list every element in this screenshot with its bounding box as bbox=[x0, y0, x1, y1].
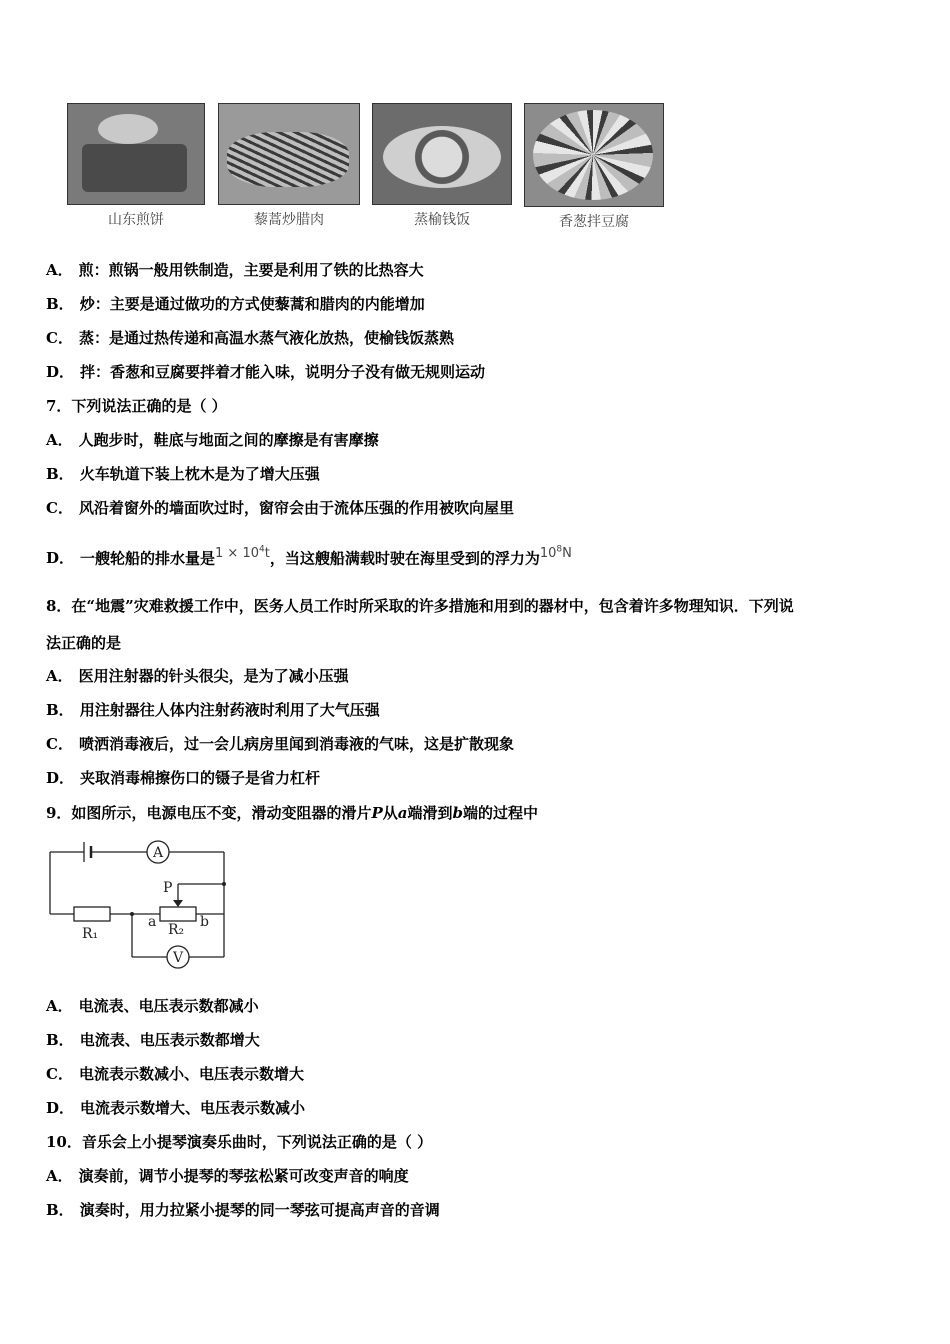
resistor-r2 bbox=[160, 907, 196, 921]
photo-jianbing bbox=[67, 103, 205, 229]
end-a-label: a bbox=[148, 914, 157, 930]
slider-label: P bbox=[163, 880, 173, 896]
q6-option-b: B． 炒：主要是通过做功的方式使藜蒿和腊肉的内能增加 bbox=[46, 295, 425, 313]
circuit-diagram bbox=[44, 840, 244, 975]
slider-arrow bbox=[173, 900, 183, 907]
q6-option-c: C． 蒸：是通过热传递和高温水蒸气液化放热，使榆钱饭蒸熟 bbox=[46, 329, 454, 347]
photo-caption: 香葱拌豆腐 bbox=[559, 214, 629, 230]
xiangcong-doufu-image bbox=[524, 103, 664, 207]
r1-label: R₁ bbox=[82, 926, 99, 942]
photo-caption: 山东煎饼 bbox=[108, 212, 164, 228]
q8-option-a: A． 医用注射器的针头很尖，是为了减小压强 bbox=[46, 667, 349, 685]
q7-stem: 7．下列说法正确的是（ ） bbox=[46, 397, 227, 415]
q10-stem: 10．音乐会上小提琴演奏乐曲时，下列说法正确的是（ ） bbox=[46, 1133, 433, 1151]
q6-option-a: A． 煎：煎锅一般用铁制造，主要是利用了铁的比热容大 bbox=[46, 261, 424, 279]
q8-option-b: B． 用注射器往人体内注射药液时利用了大气压强 bbox=[46, 701, 380, 719]
yuqian-fan-image bbox=[372, 103, 512, 205]
buoyancy-formula: $10^8N$ bbox=[539, 545, 572, 562]
photo-caption: 藜蒿炒腊肉 bbox=[254, 212, 324, 228]
q7-option-c: C． 风沿着窗外的墙面吹过时，窗帘会由于流体压强的作用被吹向屋里 bbox=[46, 499, 514, 517]
q9-option-c: C． 电流表示数减小、电压表示数增大 bbox=[46, 1065, 304, 1083]
q6-option-d: D． 拌：香葱和豆腐要拌着才能入味，说明分子没有做无规则运动 bbox=[46, 363, 486, 381]
displacement-formula: $1 \times 10^4t$ bbox=[215, 545, 270, 562]
lahao-larou-image bbox=[218, 103, 360, 205]
photo-lahao-larou bbox=[218, 103, 360, 229]
q10-option-a: A． 演奏前，调节小提琴的琴弦松紧可改变声音的响度 bbox=[46, 1167, 409, 1185]
q7-option-a: A． 人跑步时，鞋底与地面之间的摩擦是有害摩擦 bbox=[46, 431, 379, 449]
end-b-label: b bbox=[200, 914, 209, 930]
q9-option-b: B． 电流表、电压表示数都增大 bbox=[46, 1031, 260, 1049]
r2-label: R₂ bbox=[168, 922, 185, 938]
q9-option-d: D． 电流表示数增大、电压表示数减小 bbox=[46, 1099, 306, 1117]
q8-option-d: D． 夹取消毒棉擦伤口的镊子是省力杠杆 bbox=[46, 769, 321, 787]
jianbing-image bbox=[67, 103, 205, 205]
voltmeter-label: V bbox=[173, 950, 184, 966]
q8-option-c: C． 喷洒消毒液后，过一会儿病房里闻到消毒液的气味，这是扩散现象 bbox=[46, 735, 514, 753]
q7-option-d: D． 一艘轮船的排水量是$1 \times 10^4t$，当这艘船满载时驶在海里受到的浮力为$10^8N$ bbox=[46, 545, 572, 568]
q9-option-a: A． 电流表、电压表示数都减小 bbox=[46, 997, 259, 1015]
photo-caption: 蒸榆钱饭 bbox=[414, 212, 470, 228]
q8-stem-line-2: 法正确的是 bbox=[46, 634, 122, 652]
q8-stem-line-1: 8．在“地震”灾难救援工作中，医务人员工作时所采取的许多措施和用到的器材中，包含着许多物理知识．下列说 bbox=[46, 597, 794, 615]
q9-stem: 9．如图所示，电源电压不变，滑动变阻器的滑片P从a端滑到b端的过程中 bbox=[46, 804, 539, 822]
q10-option-b: B． 演奏时，用力拉紧小提琴的同一琴弦可提高声音的音调 bbox=[46, 1201, 440, 1219]
q7-option-b: B． 火车轨道下装上枕木是为了增大压强 bbox=[46, 465, 320, 483]
photo-yuqian-fan bbox=[372, 103, 512, 229]
ammeter-label: A bbox=[153, 845, 164, 861]
photo-xiangcong-doufu bbox=[524, 103, 664, 231]
resistor-r1 bbox=[74, 907, 110, 921]
